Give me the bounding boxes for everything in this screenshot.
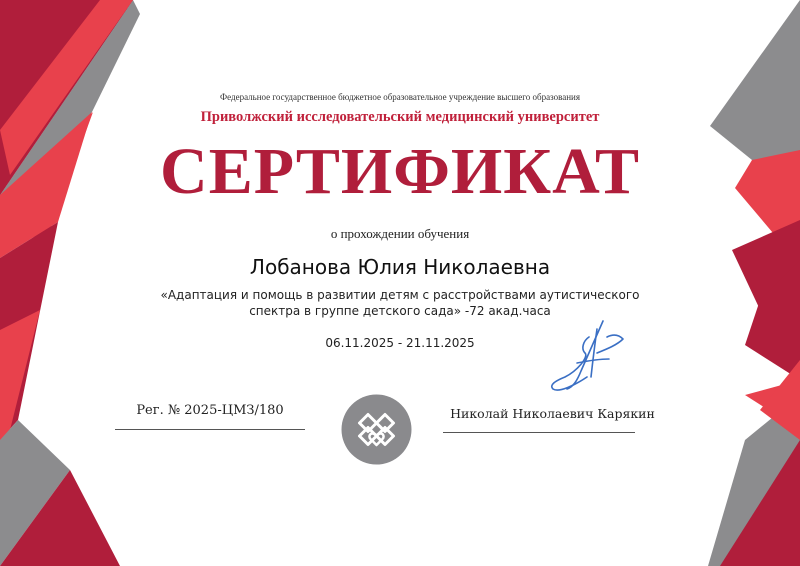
course-description: «Адаптация и помощь в развитии детям с расстройствами аутистического спектра в группе детского сада» -72 акад.часа xyxy=(160,288,640,318)
recipient-name: Лобанова Юлия Николаевна xyxy=(249,255,551,279)
organization-line: Федеральное государственное бюджетное образовательное учреждение высшего образования xyxy=(220,92,580,102)
university-name: Приволжский исследовательский медицинский университет xyxy=(200,109,600,125)
signer-underline xyxy=(443,432,635,433)
course-dates: 06.11.2025 - 21.11.2025 xyxy=(325,336,475,350)
certificate-title: СЕРТИФИКАТ xyxy=(160,135,640,208)
hearts-emblem-icon xyxy=(340,393,413,466)
signer-name: Николай Николаевич Карякин xyxy=(450,406,655,421)
handwritten-signature xyxy=(537,315,637,395)
registration-number: Рег. № 2025-ЦМЗ/180 xyxy=(136,403,284,418)
registration-underline xyxy=(115,429,305,430)
certificate-subtitle: о прохождении обучения xyxy=(330,226,470,241)
